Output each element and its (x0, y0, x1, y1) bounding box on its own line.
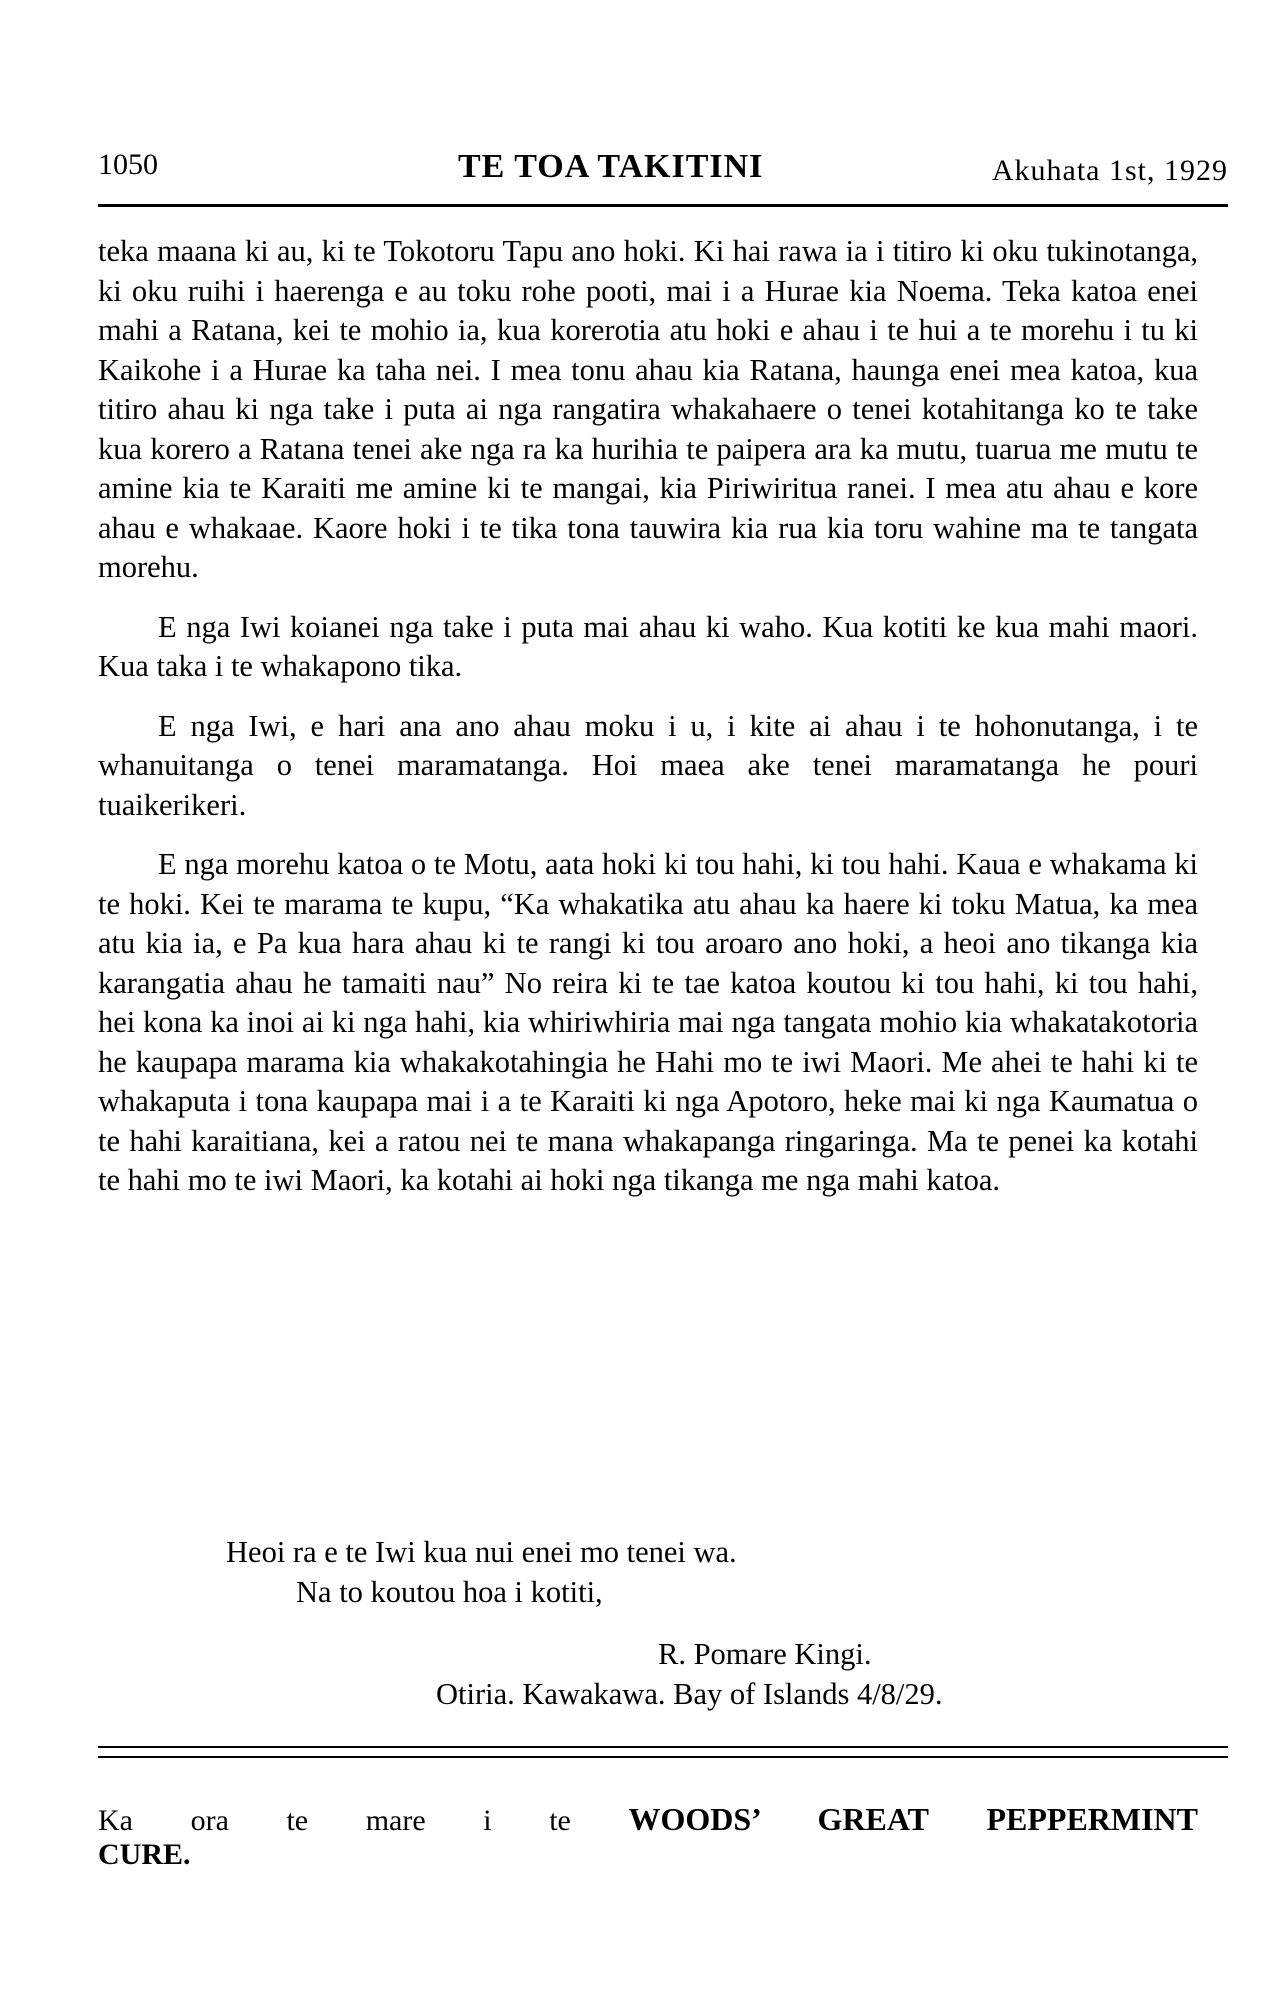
header-rule (98, 204, 1228, 207)
issue-date: Akuhata 1st, 1929 (991, 154, 1228, 187)
section-divider-top (98, 1746, 1228, 1748)
paragraph-1: teka maana ki au, ki te Tokotoru Tapu ano hoki. Ki hai rawa ia i titiro ki oku tukinotanga, ki oku ruihi i haerenga e au toku rohe pooti, mai i a Hurae kia Noema. Teka katoa enei mahi a Ratana, kei te mohio ia, kua korerotia atu hoki e ahau i te hui a te morehu i tu ki Kaikohe i a Hurae ka taha nei. I mea tonu ahau kia Ratana, haunga enei mea katoa, kua titiro ahau ki nga take i puta ai nga rangatira whakahaere o tenei kotahitanga ko te take kua korero a Ratana tenei ake nga ra ka hurihia te paipera ara ka mutu, tuarua me mutu te amine kia te Karaiti me amine ki te mangai, kia Piriwiritua ranei. I mea atu ahau e kore ahau e whakaae. Kaore hoki i te tika tona tauwira kia rua kia toru wahine ma te tangata morehu. (98, 234, 1198, 584)
paragraph-4: E nga morehu katoa o te Motu, aata hoki ki tou hahi, ki tou hahi. Kaua e whakama ki te hoki. Kei te marama te kupu, “Ka whakatika atu ahau ka haere ki toku Matua, ka mea atu kia ia, e Pa kua hara ahau ki te rangi ki tou aroaro ano hoki, a heoi ano tikanga kia karangatia ahau he tamaiti nau” No reira ki te tae katoa koutou ki tou hahi, ki tou hahi, hei kona ka inoi ai ki nga hahi, kia whiriwhiria mai nga tangata mohio kia whakatakotoria he kaupapa marama kia whakakotahingia he Hahi mo te iwi Maori. Me ahei te hahi ki te whakaputa i tona kaupapa mai i a te Karaiti ki nga Apotoro, heke mai ki nga Kaumatua o te hahi karaitiana, kei a ratou nei te mana whakapanga ringaringa. Ma te penei ka kotahi te hahi mo te iwi Maori, ka kotahi ai hoki nga tikanga me nga mahi katoa. (98, 847, 1198, 1197)
advert-product-name: WOODS’ GREAT PEPPERMINT (628, 1801, 1198, 1837)
publication-title: TE TOA TAKITINI (458, 148, 764, 185)
signature: R. Pomare Kingi. (658, 1637, 872, 1671)
place-and-date: Otiria. Kawakawa. Bay of Islands 4/8/29. (436, 1677, 943, 1711)
advert-product-suffix: CURE. (98, 1838, 191, 1871)
paragraph-2: E nga Iwi koianei nga take i puta mai ahau ki waho. Kua kotiti ke kua mahi maori. Kua taka i te whakapono tika. (98, 609, 1198, 683)
closing-line-2: Na to koutou hoa i kotiti, (296, 1575, 603, 1609)
closing-line-1: Heoi ra e te Iwi kua nui enei mo tenei wa. (226, 1535, 737, 1569)
section-divider-bottom (98, 1756, 1228, 1758)
article-body (98, 232, 1198, 1221)
closing-block (98, 1532, 1198, 1714)
advertisement (98, 1800, 1198, 1840)
paragraph-3: E nga Iwi, e hari ana ano ahau moku i u, i kite ai ahau i te hohonutanga, i te whanuitanga o tenei maramatanga. Hoi maea ake tenei maramatanga he pouri tuaikerikeri. (98, 708, 1198, 822)
page-number: 1050 (98, 148, 158, 181)
page-header (98, 148, 1228, 196)
advert-text: Ka ora te mare i te (98, 1804, 571, 1837)
